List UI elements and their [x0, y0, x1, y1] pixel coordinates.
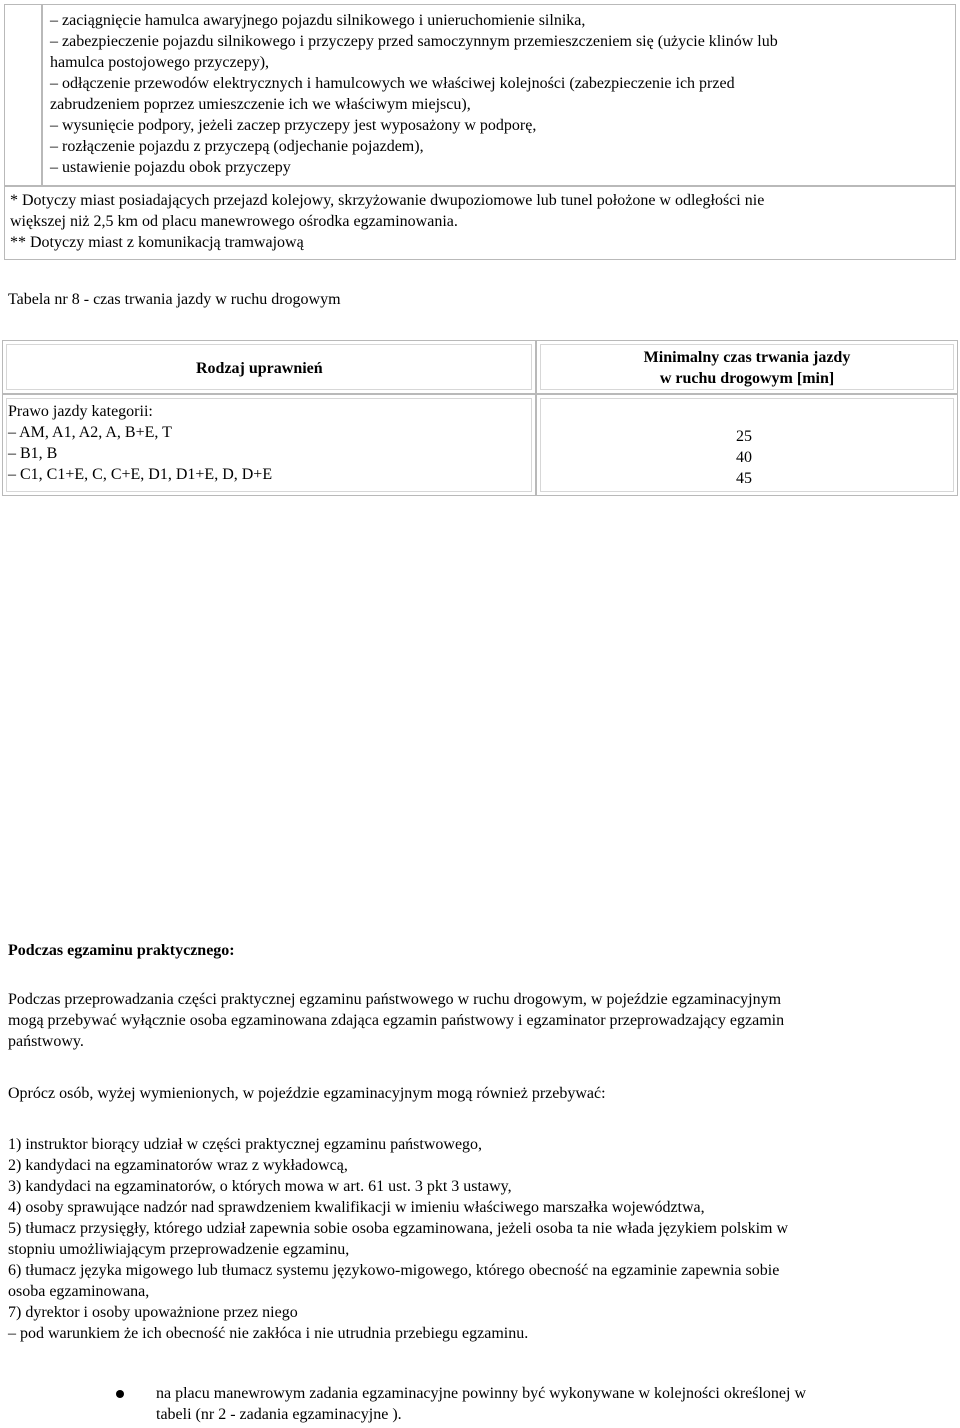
- table8-category: – C1, C1+E, C, C+E, D1, D1+E, D, D+E: [8, 466, 273, 483]
- bullet-line: tabeli (nr 2 - zadania egzaminacyjne ).: [156, 1406, 402, 1423]
- table8-minutes: [736, 426, 752, 489]
- table8-minutes-value: 25: [736, 428, 752, 445]
- list-item: 7) dyrektor i osoby upoważnione przez niego: [8, 1304, 298, 1321]
- bullet-line: na placu manewrowym zadania egzaminacyjne powinny być wykonywane w kolejności określonej w: [156, 1385, 807, 1402]
- list-item: 2) kandydaci na egzaminatorów wraz z wykładowcą,: [8, 1157, 348, 1174]
- paragraph-line: mogą przebywać wyłącznie osoba egzaminowana zdająca egzamin państwowy i egzaminator przeprowadzający egzamin: [8, 1012, 785, 1029]
- table8-minutes-value: 45: [736, 470, 752, 487]
- table8-category: – B1, B: [8, 445, 58, 462]
- table8-header-type: Rodzaj uprawnień: [196, 360, 323, 377]
- footnote-line: * Dotyczy miast posiadających przejazd kolejowy, skrzyżowanie dwupoziomowe lub tunel położone w odległości nie: [10, 192, 765, 209]
- bullet-dot-icon: [116, 1390, 124, 1398]
- table8-header-duration-line1: Minimalny czas trwania jazdy: [643, 349, 851, 366]
- footnote-line: ** Dotyczy miast z komunikacją tramwajową: [10, 234, 304, 251]
- step-line: zabrudzeniem poprzez umieszczenie ich we właściwym miejscu),: [50, 96, 471, 113]
- top-table-left-cell: [4, 4, 42, 186]
- list-item: 4) osoby sprawujące nadzór nad sprawdzeniem kwalifikacji w imieniu właściwego marszałka województwa,: [8, 1199, 705, 1216]
- table8-categories: [8, 401, 272, 485]
- list-item: 1) instruktor biorący udział w części praktycznej egzaminu państwowego,: [8, 1136, 483, 1153]
- step-line: – rozłączenie pojazdu z przyczepą (odjechanie pojazdem),: [50, 138, 424, 155]
- exam-heading: Podczas egzaminu praktycznego:: [8, 942, 235, 959]
- table8-caption: Tabela nr 8 - czas trwania jazdy w ruchu drogowym: [8, 291, 341, 308]
- paragraph-line: Podczas przeprowadzania części praktycznej egzaminu państwowego w ruchu drogowym, w pojeździe egzaminacyjnym: [8, 991, 782, 1008]
- step-line: – wysunięcie podpory, jeżeli zaczep przyczepy jest wyposażony w podporę,: [50, 117, 537, 134]
- step-line: – odłączenie przewodów elektrycznych i hamulcowych we właściwej kolejności (zabezpieczenie ich przed: [50, 75, 735, 92]
- paragraph-line: państwowy.: [8, 1033, 84, 1050]
- bullet-marker: [116, 1383, 126, 1404]
- footnotes: [10, 190, 764, 253]
- top-steps-list: [50, 10, 778, 178]
- bullet-text: [156, 1383, 806, 1425]
- table8-header-duration: [540, 347, 954, 389]
- list-item: 3) kandydaci na egzaminatorów, o których mowa w art. 61 ust. 3 pkt 3 ustawy,: [8, 1178, 512, 1195]
- exam-paragraph-2: Oprócz osób, wyżej wymienionych, w pojeździe egzaminacyjnym mogą również przebywać:: [8, 1085, 606, 1102]
- exam-paragraph-1: [8, 989, 938, 1052]
- list-item: 6) tłumacz języka migowego lub tłumacz systemu językowo-migowego, którego obecność na egzaminie zapewnia sobie: [8, 1262, 780, 1279]
- list-item: – pod warunkiem że ich obecność nie zakłóca i nie utrudnia przebiegu egzaminu.: [8, 1325, 529, 1342]
- step-line: – ustawienie pojazdu obok przyczepy: [50, 159, 291, 176]
- step-line: hamulca postojowego przyczepy),: [50, 54, 270, 71]
- step-line: – zabezpieczenie pojazdu silnikowego i przyczepy przed samoczynnym przemieszczeniem się (użycie klinów lub: [50, 33, 778, 50]
- list-item: stopniu umożliwiającym przeprowadzenie egzaminu,: [8, 1241, 350, 1258]
- step-line: – zaciągnięcie hamulca awaryjnego pojazdu silnikowego i unieruchomienie silnika,: [50, 12, 586, 29]
- list-item: osoba egzaminowana,: [8, 1283, 150, 1300]
- footnote-line: większej niż 2,5 km od placu manewrowego ośrodka egzaminowania.: [10, 213, 458, 230]
- list-item: 5) tłumacz przysięgły, którego udział zapewnia sobie osoba egzaminowana, jeżeli osoba ta nie włada językiem polskim w: [8, 1220, 789, 1237]
- table8-category: – AM, A1, A2, A, B+E, T: [8, 424, 172, 441]
- table8-row-label: Prawo jazdy kategorii:: [8, 403, 153, 420]
- table8-header-duration-line2: w ruchu drogowym [min]: [659, 370, 835, 387]
- table8-minutes-value: 40: [736, 449, 752, 466]
- allowed-persons-list: [8, 1134, 788, 1344]
